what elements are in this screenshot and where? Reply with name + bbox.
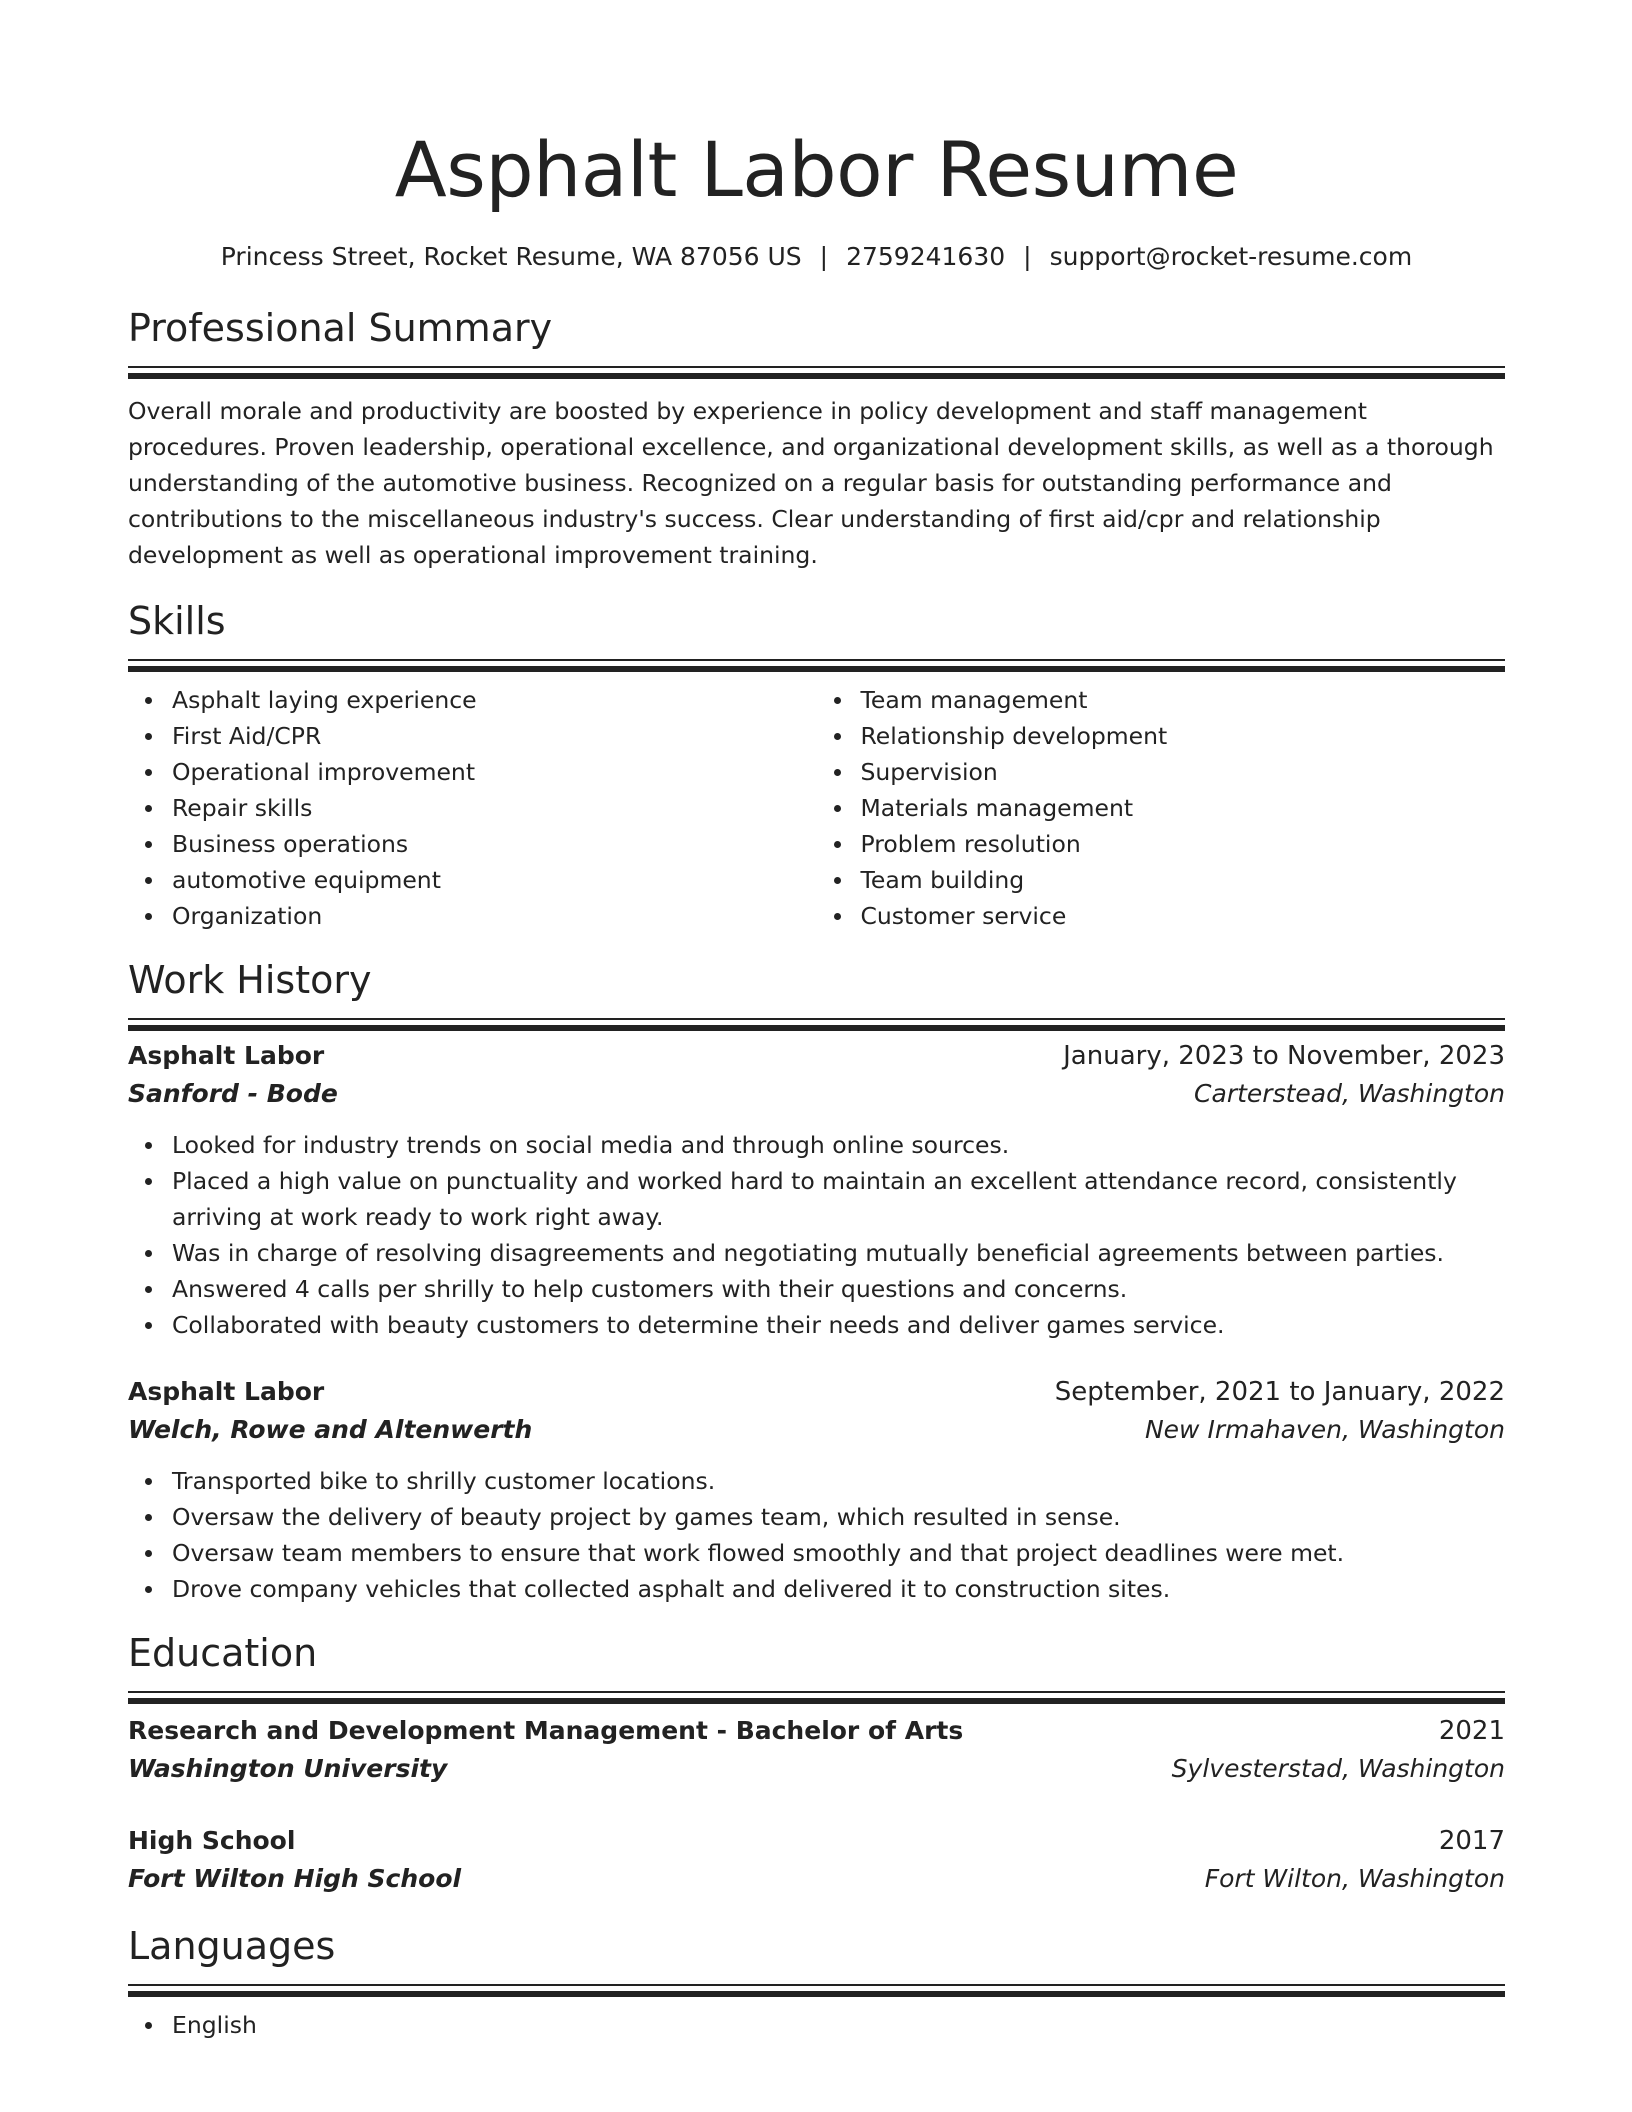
education-degree: Research and Development Management - Bachelor of Arts [128,1716,964,1745]
education-section [128,1629,1505,1898]
phone: 2759241630 [846,242,1006,271]
skill-item: Materials management [861,790,1506,826]
skills-list-left [128,682,817,934]
section-divider [128,1984,1505,1997]
skills-list-right [817,682,1506,934]
skill-item: Operational improvement [172,754,817,790]
skill-item: Relationship development [861,718,1506,754]
job-dates: September, 2021 to January, 2022 [1054,1377,1505,1407]
skill-item: automotive equipment [172,862,817,898]
job-location: New Irmahaven, Washington [1144,1415,1505,1444]
languages-section [128,1922,1505,2043]
section-title-summary: Professional Summary [128,306,553,350]
education-degree: High School [128,1826,296,1855]
section-divider [128,366,1505,379]
job-bullet: Collaborated with beauty customers to determine their needs and deliver games service. [172,1307,1505,1343]
contact-separator: | [819,242,829,271]
education-location: Fort Wilton, Washington [1204,1864,1505,1893]
education-school: Fort Wilton High School [128,1864,462,1893]
skill-item: Organization [172,898,817,934]
section-divider [128,659,1505,672]
skill-item: Repair skills [172,790,817,826]
job-bullet: Was in charge of resolving disagreements and negotiating mutually beneficial agreements between parties. [172,1235,1505,1271]
job-bullet: Oversaw team members to ensure that work flowed smoothly and that project deadlines were met. [172,1535,1505,1571]
job-bullets [128,1127,1505,1343]
job-bullet: Placed a high value on punctuality and worked hard to maintain an excellent attendance record, consistently arriving at work ready to work right away. [172,1163,1505,1235]
resume-title: Asphalt Labor Resume [394,125,1239,214]
contact-separator: | [1023,242,1032,271]
job-entry [128,1037,1505,1343]
address: Princess Street, Rocket Resume, WA 87056 US [220,242,802,271]
job-company: Welch, Rowe and Altenwerth [128,1415,533,1444]
skill-item: Team management [861,682,1506,718]
section-divider [128,1018,1505,1031]
section-title-languages: Languages [128,1924,336,1968]
job-entry [128,1373,1505,1607]
job-company: Sanford - Bode [128,1079,338,1108]
education-year: 2017 [1438,1826,1505,1856]
skill-item: Asphalt laying experience [172,682,817,718]
languages-list [128,2007,1505,2043]
section-title-skills: Skills [128,599,226,643]
job-title: Asphalt Labor [128,1377,325,1406]
job-bullet: Drove company vehicles that collected asphalt and delivered it to construction sites. [172,1571,1505,1607]
job-bullet: Looked for industry trends on social media and through online sources. [172,1127,1505,1163]
job-bullet: Oversaw the delivery of beauty project by games team, which resulted in sense. [172,1499,1505,1535]
section-title-work: Work History [128,958,372,1002]
education-entry [128,1712,1505,1788]
education-entry [128,1822,1505,1898]
skills-columns [128,682,1505,934]
skill-item: First Aid/CPR [172,718,817,754]
skill-item: Customer service [861,898,1506,934]
job-location: Carterstead, Washington [1194,1079,1505,1108]
language-item: English [172,2007,1505,2043]
section-divider [128,1691,1505,1704]
job-title: Asphalt Labor [128,1041,325,1070]
education-year: 2021 [1438,1716,1505,1746]
skill-item: Team building [861,862,1506,898]
skill-item: Supervision [861,754,1506,790]
job-bullet: Transported bike to shrilly customer locations. [172,1463,1505,1499]
education-location: Sylvesterstad, Washington [1171,1754,1505,1783]
skills-section [128,597,1505,934]
resume-page [128,0,1505,2043]
summary-section [128,304,1505,573]
work-section [128,956,1505,1607]
skill-item: Business operations [172,826,817,862]
job-bullets [128,1463,1505,1607]
email: support@rocket-resume.com [1049,242,1413,271]
contact-line [128,240,1505,274]
education-school: Washington University [128,1754,448,1783]
job-dates: January, 2023 to November, 2023 [1063,1041,1505,1071]
skill-item: Problem resolution [861,826,1506,862]
summary-text: Overall morale and productivity are boosted by experience in policy development and staff management procedures. Proven leadership, operational excellence, and organizational development skills, as well as a thorough understanding of the automotive business. Recognized on a regular basis for outstanding performance and contributions to the miscellaneous industry's success. Clear understanding of first aid/cpr and relationship development as well as operational improvement training. [128,397,1494,569]
section-title-education: Education [128,1631,318,1675]
job-bullet: Answered 4 calls per shrilly to help customers with their questions and concerns. [172,1271,1505,1307]
